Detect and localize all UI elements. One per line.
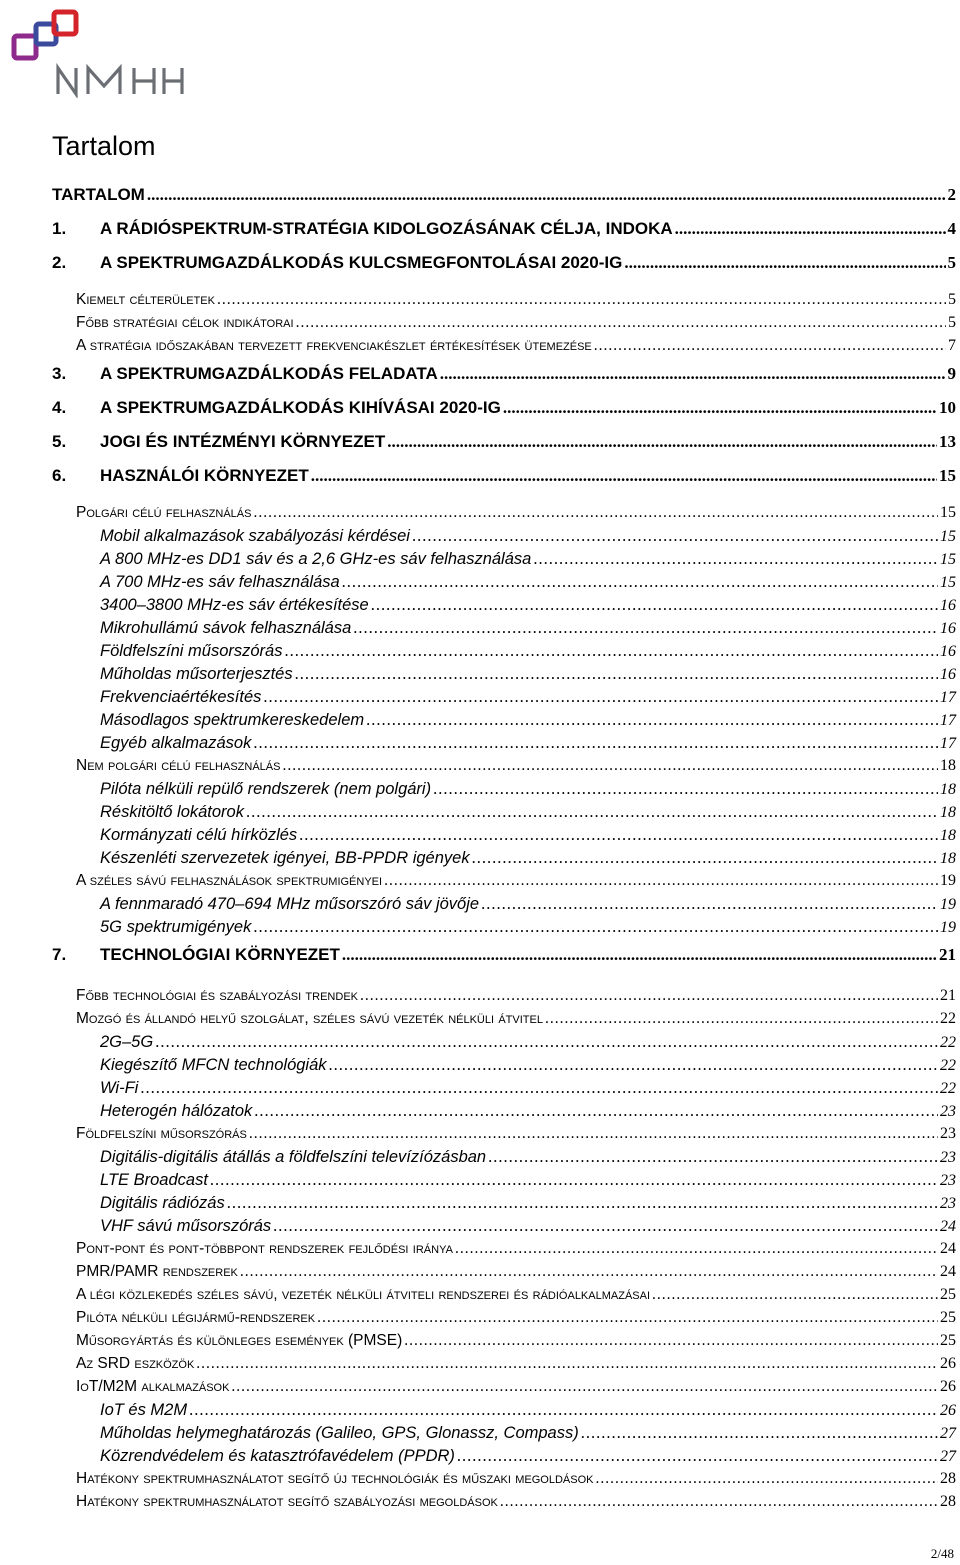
toc-entry-label: HASZNÁLÓI KÖRNYEZET (100, 466, 309, 485)
toc-entry-label: 5G spektrumigények (100, 918, 252, 936)
toc-entry-page: 16 (940, 620, 956, 637)
toc-leader-dots (433, 777, 938, 800)
toc-entry-label: IoT és M2M (100, 1401, 188, 1419)
toc-entry-page: 24 (940, 1218, 956, 1235)
toc-leader-dots (189, 1398, 938, 1421)
toc-entry-label: TARTALOM (52, 185, 145, 204)
toc-entry-label: Hatékony spektrumhasználatot segítő szabályozási megoldások (76, 1493, 498, 1510)
toc-entry[interactable] (52, 1122, 956, 1145)
toc-entry-page: 10 (939, 398, 956, 417)
toc-entry-page: 17 (940, 712, 956, 729)
toc-entry[interactable] (52, 334, 956, 357)
toc-leader-dots (440, 357, 946, 391)
toc-leader-dots (253, 731, 938, 754)
toc-entry[interactable] (52, 869, 956, 892)
toc-entry-page: 15 (940, 551, 956, 568)
toc-entry[interactable] (52, 1467, 956, 1490)
toc-entry[interactable] (52, 1237, 956, 1260)
toc-entry-label: A 700 MHz-es sáv felhasználása (100, 573, 340, 591)
toc-entry[interactable] (52, 1168, 956, 1191)
toc-entry-page: 15 (940, 528, 956, 545)
toc-entry[interactable] (52, 846, 956, 869)
toc-leader-dots (342, 570, 938, 593)
toc-entry-page: 18 (940, 757, 956, 774)
toc-entry-label: TECHNOLÓGIAI KÖRNYEZET (100, 945, 340, 964)
toc-entry-page: 19 (940, 919, 956, 936)
page-number: 2/48 (930, 1546, 954, 1561)
toc-leader-dots (227, 1191, 938, 1214)
toc-entry-page: 15 (940, 574, 956, 591)
toc-entry-page: 21 (940, 987, 956, 1004)
toc-entry-page: 4 (947, 219, 956, 238)
toc-entry-page: 21 (939, 945, 956, 964)
toc-leader-dots (296, 311, 946, 334)
toc-entry-label: Főbb technológiai és szabályozási trendek (76, 987, 358, 1004)
toc-entry-label: Frekvenciaértékesítés (100, 688, 262, 706)
toc-entry[interactable] (52, 357, 956, 391)
toc-leader-dots (366, 708, 938, 731)
toc-entry-label: A stratégia időszakában tervezett frekvenciakészlet értékesítések ütemezése (76, 337, 592, 354)
toc-entry-page: 5 (948, 314, 956, 331)
toc-entry-label: Kiemelt célterületek (76, 291, 215, 308)
toc-entry[interactable] (52, 639, 956, 662)
toc-entry[interactable] (52, 178, 956, 212)
toc-entry-page: 18 (940, 827, 956, 844)
toc-leader-dots (263, 685, 938, 708)
toc-entry-label: A légi közlekedés széles sávú, vezeték nélküli átviteli rendszerei és rádióalkalmazásai (76, 1286, 651, 1303)
toc-entry-page: 17 (940, 689, 956, 706)
toc-entry[interactable] (52, 1191, 956, 1214)
toc-entry[interactable] (52, 685, 956, 708)
toc-entry-page: 5 (947, 253, 956, 272)
toc-entry-label: Mozgó és állandó helyű szolgálat, széles sávú vezeték nélküli átvitel (76, 1010, 543, 1027)
toc-leader-dots (533, 547, 938, 570)
toc-entry-page: 16 (940, 597, 956, 614)
toc-entry-page: 23 (940, 1149, 956, 1166)
toc-entry-label: A 800 MHz-es DD1 sáv és a 2,6 GHz-es sáv felhasználása (100, 550, 532, 568)
toc-leader-dots (254, 1099, 938, 1122)
toc-entry[interactable] (52, 1352, 956, 1375)
toc-entry-label: Az SRD eszközök (76, 1355, 195, 1372)
toc-leader-dots (253, 915, 938, 938)
toc-entry[interactable] (52, 915, 956, 938)
toc-leader-dots (311, 459, 937, 493)
toc-leader-dots (675, 212, 946, 246)
toc-entry-label: Kormányzati célú hírközlés (100, 826, 298, 844)
toc-entry-page: 23 (940, 1195, 956, 1212)
toc-entry-page: 2 (947, 185, 956, 204)
toc-entry-page: 25 (940, 1309, 956, 1326)
toc-entry[interactable] (52, 892, 956, 915)
toc-entry[interactable] (52, 1030, 956, 1053)
toc-entry-number: 6. (52, 466, 67, 485)
toc-entry-label: A SPEKTRUMGAZDÁLKODÁS KULCSMEGFONTOLÁSAI 2020-IG (100, 253, 623, 272)
toc-entry[interactable] (52, 391, 956, 425)
toc-leader-dots (353, 616, 938, 639)
toc-leader-dots (404, 1329, 938, 1352)
toc-entry-number: 4. (52, 398, 67, 417)
toc-leader-dots (246, 800, 938, 823)
toc-entry-page: 27 (940, 1448, 956, 1465)
toc-entry-page: 24 (940, 1240, 956, 1257)
toc-leader-dots (295, 662, 938, 685)
toc-entry-page: 22 (940, 1010, 956, 1027)
toc-entry-label: Műsorgyártás és különleges események (PMSE) (76, 1332, 403, 1349)
toc-entry-label: Wi-Fi (100, 1079, 139, 1097)
toc-entry-label: Pilóta nélküli repülő rendszerek (nem polgári) (100, 780, 432, 798)
toc-entry-label: Réskitöltő lokátorok (100, 803, 244, 821)
toc-entry-label: 3400–3800 MHz-es sáv értékesítése (100, 596, 369, 614)
toc-leader-dots (140, 1076, 938, 1099)
toc-entry-label: A széles sávú felhasználások spektrumigényei (76, 872, 383, 889)
toc-entry[interactable] (52, 938, 956, 972)
toc-entry-page: 16 (940, 643, 956, 660)
toc-leader-dots (412, 524, 938, 547)
toc-entry[interactable] (52, 1444, 956, 1467)
toc-spacer (52, 493, 956, 501)
toc-entry-label: A SPEKTRUMGAZDÁLKODÁS KIHÍVÁSAI 2020-IG (100, 398, 501, 417)
toc-entry-page: 16 (940, 666, 956, 683)
page-title: Tartalom (52, 131, 156, 161)
toc-entry-page: 17 (940, 735, 956, 752)
toc-leader-dots (317, 1306, 938, 1329)
toc-entry-page: 9 (947, 364, 956, 383)
toc-entry-label: A fennmaradó 470–694 MHz műsorszóró sáv jövője (100, 895, 480, 913)
toc-entry[interactable] (52, 459, 956, 493)
toc-entry[interactable] (52, 1329, 956, 1352)
toc-entry-number: 5. (52, 432, 67, 451)
toc-entry[interactable] (52, 662, 956, 685)
toc-entry-label: Digitális rádiózás (100, 1194, 225, 1212)
toc-entry-page: 13 (939, 432, 956, 451)
toc-entry[interactable] (52, 1421, 956, 1444)
toc-entry-label: Mikrohullámú sávok felhasználása (100, 619, 352, 637)
toc-entry-page: 19 (940, 896, 956, 913)
toc-entry-label: A RÁDIÓSPEKTRUM-STRATÉGIA KIDOLGOZÁSÁNAK CÉLJA, INDOKA (100, 219, 673, 238)
toc-entry[interactable] (52, 1145, 956, 1168)
toc-entry-label: Digitális-digitális átállás a földfelszíni televízíózásban (100, 1148, 487, 1166)
toc-entry[interactable] (52, 1099, 956, 1122)
toc-entry-label: LTE Broadcast (100, 1171, 208, 1189)
toc-entry-label: Másodlagos spektrumkereskedelem (100, 711, 365, 729)
toc-entry-label: Polgári célú felhasználás (76, 504, 252, 521)
toc-leader-dots (488, 1145, 938, 1168)
toc-leader-dots (472, 846, 938, 869)
toc-entry[interactable] (52, 1260, 956, 1283)
toc-leader-dots (210, 1168, 938, 1191)
toc-entry[interactable] (52, 1398, 956, 1421)
toc-entry-page: 23 (940, 1172, 956, 1189)
toc-leader-dots (457, 1444, 938, 1467)
toc-entry[interactable] (52, 1214, 956, 1237)
toc-leader-dots (594, 334, 946, 357)
toc-entry-page: 18 (940, 781, 956, 798)
toc-entry-label: Mobil alkalmazások szabályozási kérdései (100, 527, 410, 545)
toc-leader-dots (282, 754, 938, 777)
toc-leader-dots (503, 391, 937, 425)
toc-leader-dots (455, 1237, 938, 1260)
toc-entry-label: Földfelszíni műsorszórás (76, 1125, 247, 1142)
toc-entry[interactable] (52, 1007, 956, 1030)
toc-leader-dots (217, 288, 946, 311)
toc-leader-dots (249, 1122, 938, 1145)
toc-entry-label: Kiegészítő MFCN technológiák (100, 1056, 327, 1074)
toc-entry-label: A SPEKTRUMGAZDÁLKODÁS FELADATA (100, 364, 438, 383)
toc-entry-number: 7. (52, 945, 67, 964)
toc-entry-page: 28 (940, 1470, 956, 1487)
toc-entry-label: Földfelszíni műsorszórás (100, 642, 283, 660)
toc-entry-label: Egyéb alkalmazások (100, 734, 252, 752)
toc-leader-dots (387, 425, 937, 459)
toc-leader-dots (253, 501, 938, 524)
toc-entry-label: Pont-pont és pont-többpont rendszerek fejlődési iránya (76, 1240, 453, 1257)
toc-entry-label: Közrendvédelem és katasztrófavédelem (PPDR) (100, 1447, 455, 1465)
toc-entry-number: 1. (52, 219, 67, 238)
toc-leader-dots (500, 1490, 938, 1513)
toc-entry-page: 22 (940, 1034, 956, 1051)
toc-entry-label: Heterogén hálózatok (100, 1102, 253, 1120)
toc-leader-dots (196, 1352, 938, 1375)
toc-entry[interactable] (52, 731, 956, 754)
toc-entry[interactable] (52, 547, 956, 570)
toc-entry-page: 22 (940, 1057, 956, 1074)
toc-entry-page: 22 (940, 1080, 956, 1097)
toc-leader-dots (273, 1214, 938, 1237)
toc-entry[interactable] (52, 1053, 956, 1076)
toc-entry-label: Műholdas műsorterjesztés (100, 665, 293, 683)
toc-entry[interactable] (52, 501, 956, 524)
toc-entry-page: 25 (940, 1332, 956, 1349)
toc-entry-number: 2. (52, 253, 67, 272)
toc-leader-dots (371, 593, 938, 616)
table-of-contents (52, 178, 956, 1513)
toc-entry-label: Műholdas helymeghatározás (Galileo, GPS, Glonassz, Compass) (100, 1424, 579, 1442)
toc-entry-page: 25 (940, 1286, 956, 1303)
toc-leader-dots (595, 1467, 938, 1490)
toc-entry[interactable] (52, 246, 956, 280)
toc-spacer (52, 280, 956, 288)
toc-entry-page: 5 (948, 291, 956, 308)
toc-leader-dots (284, 639, 938, 662)
toc-entry[interactable] (52, 616, 956, 639)
toc-leader-dots (342, 938, 937, 972)
toc-entry[interactable] (52, 777, 956, 800)
toc-entry-page: 28 (940, 1493, 956, 1510)
toc-entry-label: 2G–5G (100, 1033, 154, 1051)
toc-leader-dots (360, 984, 938, 1007)
toc-entry[interactable] (52, 1375, 956, 1398)
toc-leader-dots (652, 1283, 938, 1306)
toc-entry-page: 7 (948, 337, 956, 354)
toc-entry-page: 27 (940, 1425, 956, 1442)
toc-entry-number: 3. (52, 364, 67, 383)
toc-entry[interactable] (52, 1490, 956, 1513)
toc-leader-dots (384, 869, 938, 892)
toc-entry-label: Pilóta nélküli légijármű-rendszerek (76, 1309, 316, 1326)
toc-entry-page: 18 (940, 850, 956, 867)
toc-leader-dots (147, 178, 946, 212)
toc-entry[interactable] (52, 425, 956, 459)
nmhh-logo-mark (8, 6, 188, 98)
toc-leader-dots (155, 1030, 938, 1053)
toc-entry-label: Nem polgári célú felhasználás (76, 757, 281, 774)
toc-spacer (52, 972, 956, 984)
toc-entry-page: 18 (940, 804, 956, 821)
toc-entry-page: 26 (940, 1378, 956, 1395)
toc-leader-dots (329, 1053, 938, 1076)
toc-entry-page: 23 (940, 1103, 956, 1120)
toc-entry[interactable] (52, 1076, 956, 1099)
toc-entry[interactable] (52, 1283, 956, 1306)
toc-entry-label: Hatékony spektrumhasználatot segítő új technológiák és műszaki megoldások (76, 1470, 594, 1487)
toc-entry-label: PMR/PAMR rendszerek (76, 1263, 238, 1280)
toc-entry-page: 26 (940, 1402, 956, 1419)
toc-entry-page: 26 (940, 1355, 956, 1372)
toc-entry-page: 19 (940, 872, 956, 889)
toc-entry-label: Főbb stratégiai célok indikátorai (76, 314, 294, 331)
toc-entry-page: 15 (940, 504, 956, 521)
toc-entry-label: IoT/M2M alkalmazások (76, 1378, 230, 1395)
toc-leader-dots (231, 1375, 938, 1398)
toc-entry-label: VHF sávú műsorszórás (100, 1217, 272, 1235)
toc-entry[interactable] (52, 524, 956, 547)
toc-leader-dots (624, 246, 945, 280)
toc-entry[interactable] (52, 800, 956, 823)
toc-entry[interactable] (52, 570, 956, 593)
toc-leader-dots (481, 892, 938, 915)
toc-entry[interactable] (52, 823, 956, 846)
toc-entry-label: JOGI ÉS INTÉZMÉNYI KÖRNYEZET (100, 432, 386, 451)
toc-leader-dots (581, 1421, 938, 1444)
toc-entry[interactable] (52, 288, 956, 311)
toc-entry[interactable] (52, 984, 956, 1007)
toc-leader-dots (299, 823, 938, 846)
toc-entry-page: 24 (940, 1263, 956, 1280)
toc-entry[interactable] (52, 311, 956, 334)
toc-entry[interactable] (52, 212, 956, 246)
toc-entry-page: 23 (940, 1125, 956, 1142)
toc-entry-label: Készenléti szervezetek igényei, BB-PPDR igények (100, 849, 470, 867)
nmhh-logo (8, 6, 188, 98)
toc-entry-page: 15 (939, 466, 956, 485)
toc-leader-dots (240, 1260, 938, 1283)
toc-entry[interactable] (52, 1306, 956, 1329)
toc-entry[interactable] (52, 593, 956, 616)
toc-entry[interactable] (52, 754, 956, 777)
toc-entry[interactable] (52, 708, 956, 731)
toc-leader-dots (545, 1007, 938, 1030)
